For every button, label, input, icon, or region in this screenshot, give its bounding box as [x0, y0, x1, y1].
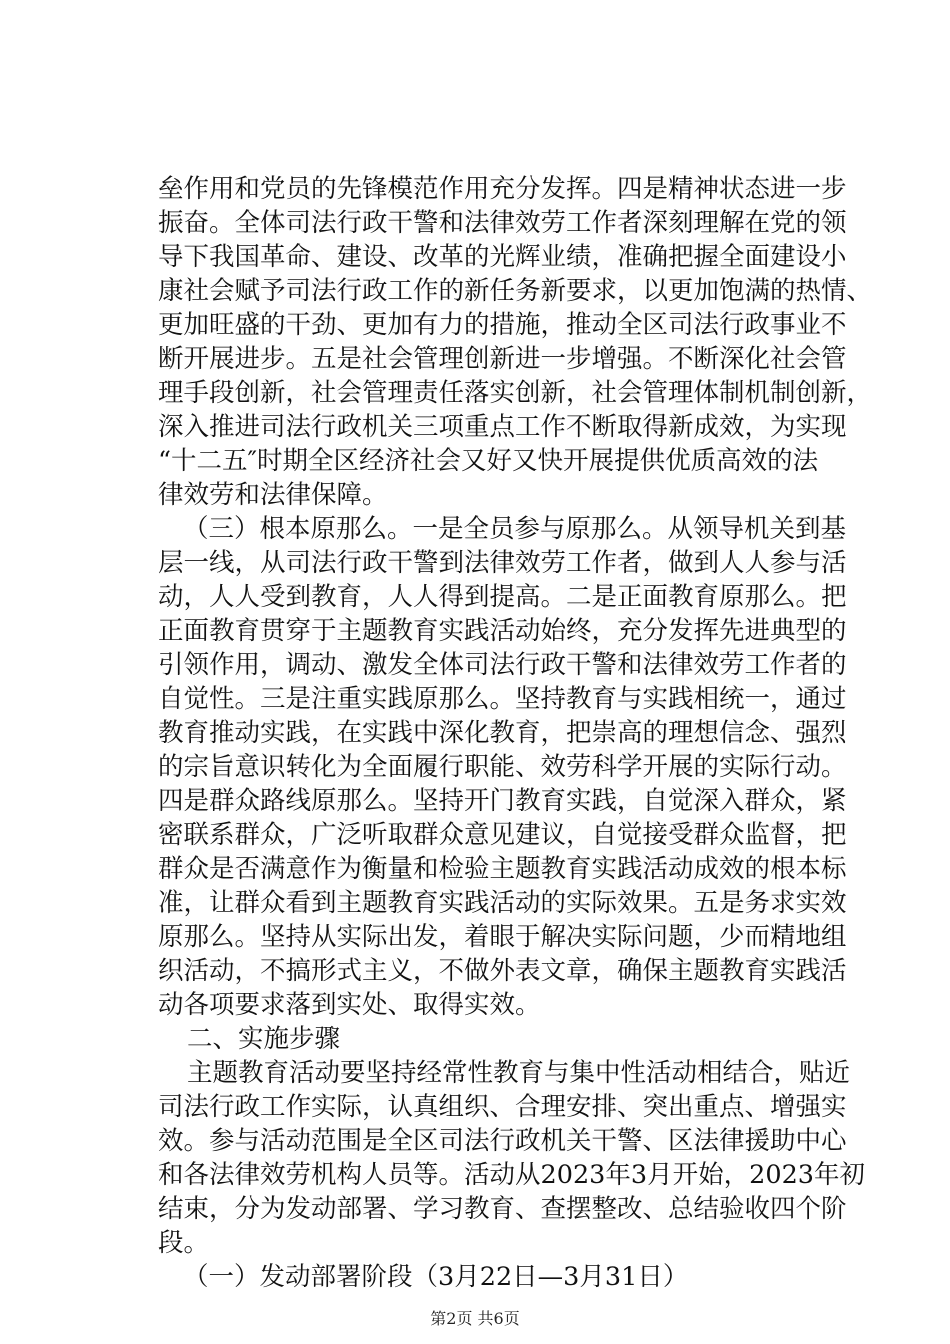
body-line: 律效劳和法律保障。 — [158, 480, 388, 510]
body-line: 垒作用和党员的先锋模范作用充分发挥。四是精神状态进一步 — [158, 174, 847, 204]
body-line: 四是群众路线原那么。坚持开门教育实践，自觉深入群众，紧 — [158, 786, 847, 816]
body-line: 效。参与活动范围是全区司法行政机关干警、区法律援助中心 — [158, 1126, 847, 1156]
body-line: 引领作用，调动、激发全体司法行政干警和法律效劳工作者的 — [158, 650, 847, 680]
body-line: 司法行政工作实际，认真组织、合理安排、突出重点、增强实 — [158, 1092, 847, 1122]
body-line: 和各法律效劳机构人员等。活动从2023年3月开始，2023年初 — [158, 1160, 866, 1190]
section-heading-phase-one: （一）发动部署阶段（3月22日—3月31日） — [183, 1262, 689, 1292]
body-line: 动各项要求落到实处、取得实效。 — [158, 990, 541, 1020]
body-line: 理手段创新，社会管理责任落实创新，社会管理体制机制创新， — [158, 378, 873, 408]
body-line: 群众是否满意作为衡量和检验主题教育实践活动成效的根本标 — [158, 854, 847, 884]
body-line: 原那么。坚持从实际出发，着眼于解决实际问题，少而精地组 — [158, 922, 847, 952]
page-footer: 第2页 共6页 — [430, 1309, 520, 1328]
body-line: 主题教育活动要坚持经常性教育与集中性活动相结合，贴近 — [187, 1058, 851, 1088]
body-line: 康社会赋予司法行政工作的新任务新要求，以更加饱满的热情、 — [158, 276, 873, 306]
body-line: 深入推进司法行政机关三项重点工作不断取得新成效，为实现 — [158, 412, 847, 442]
body-line: 密联系群众，广泛听取群众意见建议，自觉接受群众监督，把 — [158, 820, 847, 850]
body-line: 织活动，不搞形式主义，不做外表文章，确保主题教育实践活 — [158, 956, 847, 986]
body-line: 教育推动实践，在实践中深化教育，把崇高的理想信念、强烈 — [158, 718, 847, 748]
body-line: 导下我国革命、建设、改革的光辉业绩，准确把握全面建设小 — [158, 242, 847, 272]
body-line: 正面教育贯穿于主题教育实践活动始终，充分发挥先进典型的 — [158, 616, 847, 646]
body-line: 动，人人受到教育，人人得到提高。二是正面教育原那么。把 — [158, 582, 847, 612]
body-line: 层一线，从司法行政干警到法律效劳工作者，做到人人参与活 — [158, 548, 847, 578]
body-line: 更加旺盛的干劲、更加有力的措施，推动全区司法行政事业不 — [158, 310, 847, 340]
section-heading-steps: 二、实施步骤 — [187, 1024, 341, 1054]
body-line: 结束，分为发动部署、学习教育、查摆整改、总结验收四个阶 — [158, 1194, 847, 1224]
section-heading-principles: （三）根本原那么。一是全员参与原那么。从领导机关到基 — [183, 514, 847, 544]
body-line: “十二五″时期全区经济社会又好又快开展提供优质高效的法 — [158, 446, 819, 476]
body-line: 段。 — [158, 1228, 210, 1258]
body-line: 的宗旨意识转化为全面履行职能、效劳科学开展的实际行动。 — [158, 752, 847, 782]
body-line: 振奋。全体司法行政干警和法律效劳工作者深刻理解在党的领 — [158, 208, 847, 238]
body-line: 自觉性。三是注重实践原那么。坚持教育与实践相统一，通过 — [158, 684, 847, 714]
body-line: 断开展进步。五是社会管理创新进一步增强。不断深化社会管 — [158, 344, 847, 374]
body-line: 准，让群众看到主题教育实践活动的实际效果。五是务求实效 — [158, 888, 847, 918]
